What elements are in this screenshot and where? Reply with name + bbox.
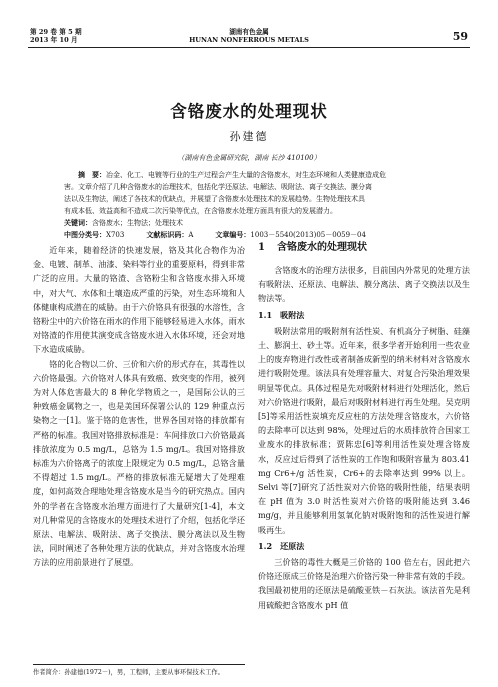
journal-name-cn: 湖南有色金属	[229, 28, 269, 36]
subsection-paragraph: 吸附法常用的吸附剂有活性炭、有机高分子树脂、硅藻土、膨润土、砂土等。近年来，很多学者开始利用一些农业上的废弃物进行改性或者制备成新型的纳米材料对含铬废水进行吸附处理。该法具有处理容量大、对复合污染治理效果明显等优点。具体过程是先对吸附材料进行处理活化，然后对六价铬进行吸附，最后对吸附材料进行再生处理。吴克明[5]等采用活性炭填充反应柱的方法处理含铬废水，六价铬的去除率可以达到 98%，处理过后的水质排放符合国家工业废水的排放标准；贾陈忠[6]等利用活性炭处理含铬废水，反应过后得到了活性炭的工作饱和吸附容量为 803.41 mg Cr6+/g 活性炭，Cr6+的去除率达到 99% 以上。Selvi 等[7]研究了活性炭对六价铬的吸附性能，结果表明在 pH 值为 3.0 时活性炭对六价铬的吸附能达到 3.46 mg/g，并且能够利用氢氧化钠对吸附饱和的活性炭进行解吸再生。	[258, 325, 470, 535]
keywords-line	[64, 217, 436, 229]
subsection-title: 吸附法	[280, 309, 305, 320]
metadata-line	[64, 229, 436, 241]
clc-field	[64, 229, 124, 241]
page-number: 59	[452, 30, 468, 43]
subsection-paragraph: 三价铬的毒性大概是三价铬的 100 倍左右，因此把六价铬还原成三价铬是治理六价铬污染一种非常有效的手段。我国最初使用的还原法是硫酸亚铁－石灰法。该法首先是利用硫酸把含铬废水 pH 值	[258, 557, 470, 610]
abstract-label: 摘 要：	[78, 170, 106, 179]
intro-paragraph: 近年来，随着经济的快速发展，铬及其化合物作为冶金、电镀、制革、油漆、染料等行业的重要原料，得到非常广泛的应用。大量的铬渣、含铬粉尘和含铬废水排入环境中，对大气、水体和土壤造成严重的污染，对生态环境和人体健康构成潜在的威胁。由于六价铬具有很强的水溶性，含铬粉尘中的六价铬在雨水的作用下能够轻易进入水体，雨水对铬渣的作用使其演变成含铬废水进入水体环境，还会对地下水造成威胁。	[33, 245, 245, 355]
right-column	[258, 243, 470, 612]
article-title: 含铬废水的处理现状	[170, 102, 328, 121]
subsection-title: 还原法	[280, 540, 305, 551]
volume-line: 第 29 卷 第 5 期	[30, 28, 82, 36]
date-line: 2013 年 10 月	[30, 36, 78, 44]
left-column	[33, 243, 245, 570]
abstract-line: 有成本低、效益高和不造成二次污染等优点，在含铬废水处理方面具有很大的发展潜力。	[64, 207, 337, 215]
subsection-number: 1.1	[258, 309, 273, 320]
footnote-rule	[33, 664, 245, 665]
doc-code-field	[146, 229, 193, 241]
affiliation: （湖南有色金属研究院，湖南 长沙 410100）	[177, 154, 321, 162]
doc-code-value: A	[188, 231, 194, 239]
subsection-heading	[258, 539, 470, 553]
section-intro: 含铬废水的治理方法很多，目前国内外常见的处理方法有吸附法、还原法、电解法、膜分离法、离子交换法以及生物法等。	[258, 265, 470, 304]
section-title: 含铬废水的处理现状	[276, 242, 367, 253]
author-footnote: 作者简介：孙建德(1972－)，男，工程师，主要从事环保技术工作。	[33, 669, 224, 676]
header-rule	[28, 47, 470, 48]
subsection-heading	[258, 308, 470, 322]
article-number-value: 1003－5540(2013)05－0059－04	[250, 231, 366, 239]
body-paragraph: 铬的化合物以二价、三价和六价的形式存在，其毒性以六价铬最强。六价铬对人体具有致癌、致突变的作用，被列为对人体危害最大的 8 种化学物质之一，是国际公认的三种致癌金属物之一，也是美国环保署公认的 129 种重点污染物之一[1]。鉴于铬的危害性，世界各国对铬的排放都有严格的标准。我国对铬排放标准是：车间排放口六价铬最高排放浓度为 0.5 mg/L，总铬为 1.5 mg/L。我国对铬排放标准为六价铬离子的浓度上限规定为 0.5 mg/L，总铬含量不得超过 1.5 mg/L。严格的排放标准无疑增大了处理难度，如何高效合理地处理含铬废水是当今的研究热点。国内外的学者在含铬废水治理方面进行了大量研究[1-4]，本文对几种常见的含铬废水的处理技术进行了介绍，包括化学还原法、电解法、吸附法、离子交换法、膜分离法以及生物法，同时阐述了各种处理方法的优缺点，并对含铬废水治理方法的应用前景进行了展望。	[33, 358, 245, 568]
subsection-number: 1.2	[258, 540, 273, 551]
article-number-label: 文章编号：	[215, 230, 251, 239]
clc-label: 中图分类号：	[64, 230, 106, 239]
clc-value: X703	[106, 231, 125, 239]
abstract-block	[64, 169, 436, 241]
keywords-label: 关键词：	[64, 218, 92, 227]
journal-name	[0, 28, 498, 44]
section-number: 1	[258, 242, 265, 253]
abstract-text: 冶金、化工、电镀等行业的生产过程会产生大量的含铬废水，对生态环境和人类健康造成危	[106, 171, 386, 179]
running-header	[0, 28, 498, 52]
doc-code-label: 文献标识码：	[146, 230, 189, 239]
abstract-line: 法以及生物法，阐述了各技术的优缺点，并展望了含铬废水处理技术的发展趋势。生物处理技术具	[64, 195, 365, 203]
abstract-line	[64, 169, 436, 181]
author-name: 孙建德	[229, 130, 269, 143]
article-number-field	[215, 229, 366, 241]
section-heading	[258, 241, 470, 255]
journal-name-en: HUNAN NONFERROUS METALS	[189, 36, 309, 44]
keywords-text: 含铬废水；生物法；处理技术	[92, 219, 183, 227]
abstract-line: 害。文章介绍了几种含铬废水的治理技术，包括化学还原法、电解法、吸附法、离子交换法、膜分离	[64, 183, 372, 191]
